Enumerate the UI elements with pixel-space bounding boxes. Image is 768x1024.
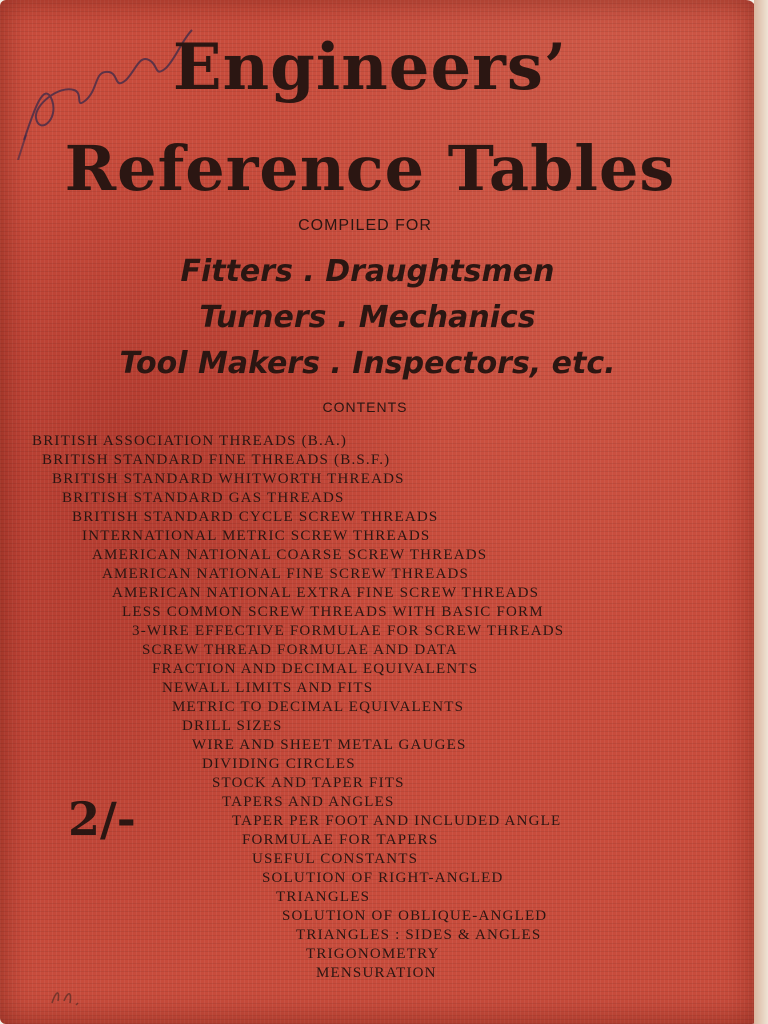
contents-item: INTERNATIONAL METRIC SCREW THREADS [82,528,431,544]
contents-item: BRITISH STANDARD CYCLE SCREW THREADS [72,509,439,525]
title-line-2: Reference Tables [64,132,676,205]
contents-heading: CONTENTS [322,399,408,415]
contents-item: TAPER PER FOOT AND INCLUDED ANGLE [232,813,562,829]
contents-item: WIRE AND SHEET METAL GAUGES [192,737,467,753]
page-edge [754,0,768,1024]
contents-item: AMERICAN NATIONAL EXTRA FINE SCREW THREADS [112,585,540,601]
price-label: 2/- [68,792,136,846]
contents-item: BRITISH STANDARD FINE THREADS (B.S.F.) [42,452,391,468]
handwritten-initials [48,985,88,1009]
contents-item: MENSURATION [316,965,437,981]
contents-item: BRITISH STANDARD WHITWORTH THREADS [52,471,405,487]
contents-item: AMERICAN NATIONAL FINE SCREW THREADS [102,566,470,582]
contents-item: TRIANGLES : SIDES & ANGLES [296,927,542,943]
contents-item: AMERICAN NATIONAL COARSE SCREW THREADS [92,547,488,563]
contents-item: BRITISH ASSOCIATION THREADS (B.A.) [32,433,348,449]
contents-item: USEFUL CONSTANTS [252,851,419,867]
contents-item: METRIC TO DECIMAL EQUIVALENTS [172,699,465,715]
audience-line-2: Turners . Mechanics [199,300,536,335]
contents-item: DIVIDING CIRCLES [202,756,356,772]
contents-item: LESS COMMON SCREW THREADS WITH BASIC FORM [122,604,544,620]
contents-item: FORMULAE FOR TAPERS [242,832,439,848]
contents-item: NEWALL LIMITS AND FITS [162,680,374,696]
audience-line-3: Tool Makers . Inspectors, etc. [119,346,616,381]
contents-item: SCREW THREAD FORMULAE AND DATA [142,642,458,658]
compiled-for-label: COMPILED FOR [298,217,432,234]
contents-item: FRACTION AND DECIMAL EQUIVALENTS [152,661,479,677]
contents-item: TRIGONOMETRY [306,946,440,962]
audience-line-1: Fitters . Draughtsmen [180,254,555,289]
contents-item: BRITISH STANDARD GAS THREADS [62,490,345,506]
contents-item: SOLUTION OF RIGHT-ANGLED [262,870,504,886]
contents-item: TAPERS AND ANGLES [222,794,395,810]
title-line-1: Engineers’ [172,30,568,105]
contents-item: STOCK AND TAPER FITS [212,775,405,791]
contents-item: DRILL SIZES [182,718,283,734]
contents-item: SOLUTION OF OBLIQUE-ANGLED [282,908,548,924]
contents-item: TRIANGLES [276,889,371,905]
contents-item: 3-WIRE EFFECTIVE FORMULAE FOR SCREW THREADS [132,623,565,639]
